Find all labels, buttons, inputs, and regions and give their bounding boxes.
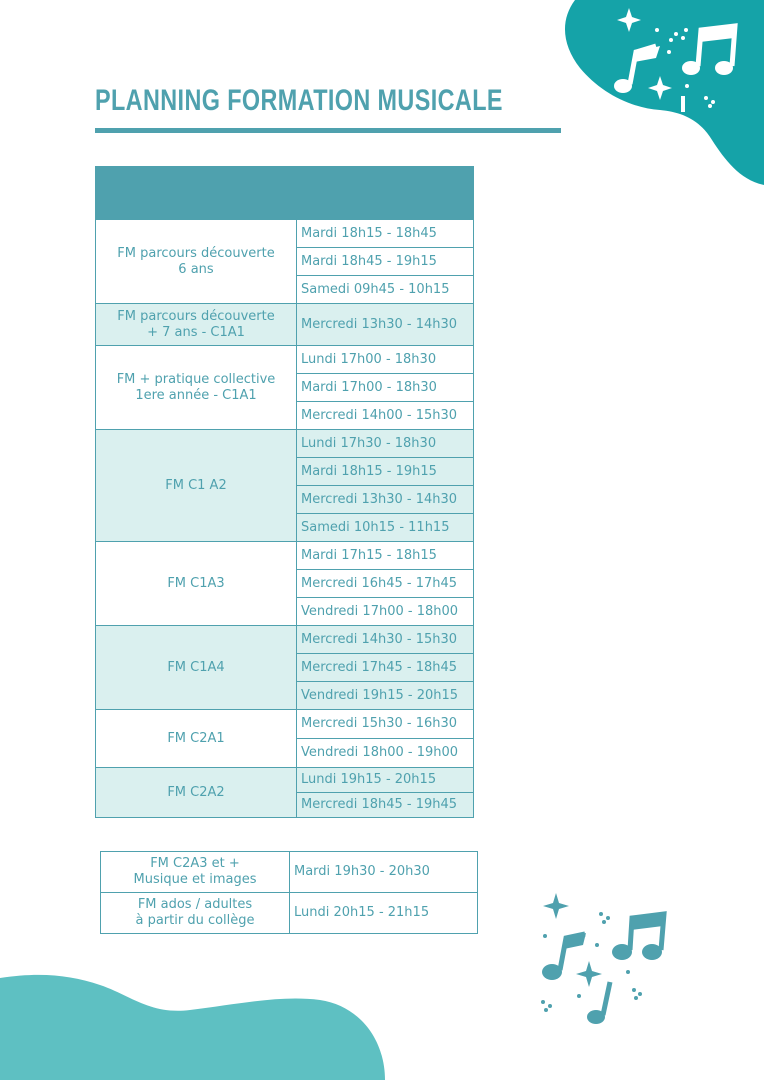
extra-schedule-table	[100, 851, 478, 934]
table-header-row	[96, 167, 474, 220]
course-name-line: FM C1A4	[167, 659, 225, 675]
course-name-cell	[101, 893, 290, 934]
table-row	[96, 768, 474, 793]
music-notes-icon	[541, 893, 664, 1024]
time-slot-cell: Lundi 17h00 - 18h30	[297, 346, 474, 374]
table-header-cell	[96, 167, 474, 220]
table-row	[96, 710, 474, 739]
table-row	[96, 220, 474, 248]
course-name-line: FM C1A3	[167, 575, 225, 591]
table-row	[96, 542, 474, 570]
table-row	[101, 852, 478, 893]
course-name-cell	[101, 852, 290, 893]
time-slot-cell: Vendredi 17h00 - 18h00	[297, 598, 474, 626]
time-slot-cell: Mardi 18h15 - 19h15	[297, 458, 474, 486]
time-slot-cell: Lundi 19h15 - 20h15	[297, 768, 474, 793]
time-slot-cell: Mercredi 16h45 - 17h45	[297, 570, 474, 598]
schedule-table	[95, 166, 474, 818]
time-slot-cell: Vendredi 19h15 - 20h15	[297, 682, 474, 710]
course-name-line: + 7 ans - C1A1	[147, 324, 245, 340]
time-slot-cell: Lundi 17h30 - 18h30	[297, 430, 474, 458]
time-slot-cell: Mardi 19h30 - 20h30	[290, 852, 478, 893]
course-name-cell	[96, 220, 297, 304]
page-title: PLANNING FORMATION MUSICALE	[95, 84, 503, 117]
table-row	[96, 304, 474, 346]
course-name-cell	[96, 626, 297, 710]
course-name-line: FM C2A2	[167, 784, 225, 800]
table-row	[96, 430, 474, 458]
course-name-line: FM C2A1	[167, 730, 225, 746]
time-slot-cell: Mardi 17h15 - 18h15	[297, 542, 474, 570]
course-name-line: FM parcours découverte	[117, 308, 275, 324]
course-name-cell	[96, 768, 297, 818]
course-name-line: FM C2A3 et +	[150, 856, 240, 871]
course-name-line: FM ados / adultes	[137, 897, 253, 912]
course-name-line: 1ere année - C1A1	[135, 387, 257, 403]
table-row	[96, 346, 474, 374]
course-name-cell	[96, 346, 297, 430]
time-slot-cell: Mercredi 15h30 - 16h30	[297, 710, 474, 739]
time-slot-cell: Mercredi 13h30 - 14h30	[297, 304, 474, 346]
course-name-line: à partir du collège	[135, 913, 255, 928]
course-name-cell	[96, 430, 297, 542]
time-slot-cell: Mardi 18h45 - 19h15	[297, 248, 474, 276]
table-row	[96, 626, 474, 654]
music-notes-icon	[614, 8, 735, 112]
course-name-cell	[96, 304, 297, 346]
top-right-blob	[565, 0, 764, 185]
time-slot-cell: Mercredi 14h30 - 15h30	[297, 626, 474, 654]
bottom-left-blob	[0, 975, 385, 1080]
course-name-line: FM C1 A2	[165, 477, 227, 493]
course-name-cell	[96, 710, 297, 768]
course-name-line: FM parcours découverte	[117, 245, 275, 261]
time-slot-cell: Mercredi 18h45 - 19h45	[297, 793, 474, 818]
time-slot-cell: Mercredi 13h30 - 14h30	[297, 486, 474, 514]
course-name-line: Musique et images	[133, 872, 257, 887]
table-row	[101, 893, 478, 934]
course-name-line: FM + pratique collective	[116, 371, 276, 387]
time-slot-cell: Vendredi 18h00 - 19h00	[297, 739, 474, 768]
time-slot-cell: Samedi 10h15 - 11h15	[297, 514, 474, 542]
course-name-cell	[96, 542, 297, 626]
time-slot-cell: Mercredi 14h00 - 15h30	[297, 402, 474, 430]
time-slot-cell: Samedi 09h45 - 10h15	[297, 276, 474, 304]
title-underline	[95, 128, 561, 133]
time-slot-cell: Mercredi 17h45 - 18h45	[297, 654, 474, 682]
course-name-line: 6 ans	[178, 261, 214, 277]
time-slot-cell: Mardi 18h15 - 18h45	[297, 220, 474, 248]
time-slot-cell: Lundi 20h15 - 21h15	[290, 893, 478, 934]
time-slot-cell: Mardi 17h00 - 18h30	[297, 374, 474, 402]
